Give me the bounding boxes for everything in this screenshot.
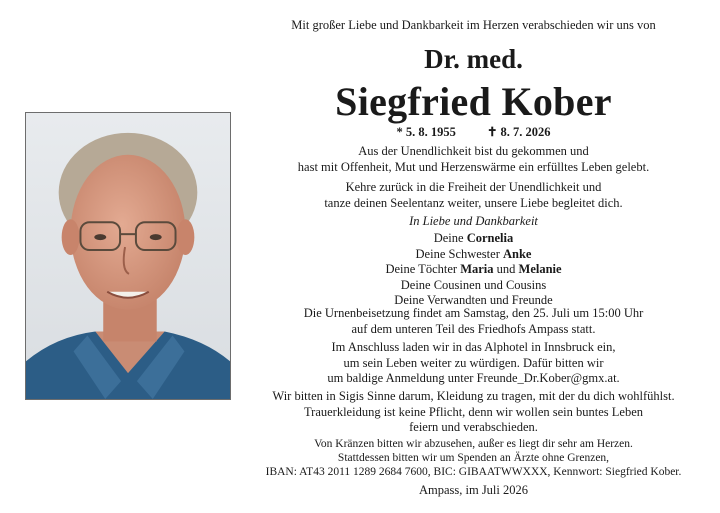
- family-cousins: Deine Cousinen und Cousins: [400, 277, 547, 292]
- dress-code-info: [246, 389, 701, 436]
- poem-line: hast mit Offenheit, Mut und Herzenswärme ein erfülltes Leben gelebt.: [297, 159, 650, 174]
- family-daughters: Deine Töchter Maria und Melanie: [385, 262, 562, 276]
- reception-line: Im Anschluss laden wir in das Alphotel in Innsbruck ein,: [331, 340, 616, 354]
- donation-line: Stattdessen bitten wir um Spenden an Ärzte ohne Grenzen,: [337, 452, 610, 464]
- dress-line: feiern und verabschieden.: [409, 420, 538, 434]
- donation-line: Von Kränzen bitten wir abzusehen, außer es liegt dir sehr am Herzen.: [314, 438, 633, 450]
- funeral-line: Die Urnenbeisetzung findet am Samstag, den 25. Juli um 15:00 Uhr: [303, 306, 644, 320]
- life-dates: [246, 124, 701, 140]
- donation-info: [246, 437, 701, 479]
- reception-info: [246, 340, 701, 387]
- dress-line: Wir bitten in Sigis Sinne darum, Kleidung zu tragen, mit der du dich wohlfühlst.: [272, 389, 675, 403]
- poem-line: Kehre zurück in die Freiheit der Unendlichkeit und: [345, 180, 602, 194]
- deceased-name: Siegfried Kober: [335, 79, 612, 124]
- reception-line: um baldige Anmeldung unter Freunde_Dr.Kober@gmx.at.: [327, 371, 620, 385]
- poem-line: Aus der Unendlichkeit bist du gekommen und: [358, 144, 589, 158]
- death-date: ✝ 8. 7. 2026: [486, 125, 551, 139]
- intro-line: Mit großer Liebe und Dankbarkeit im Herzen verabschieden wir uns von: [291, 18, 656, 32]
- poem-first-stanza: [246, 144, 701, 175]
- family-wife: Deine Cornelia: [433, 231, 514, 245]
- donation-line: IBAN: AT43 2011 1289 2684 7600, BIC: GIBAATWWXXX, Kennwort: Siegfried Kober.: [265, 466, 682, 478]
- portrait-photo: [25, 112, 231, 400]
- closing-place-date: Ampass, im Juli 2026: [418, 483, 529, 497]
- gratitude-line: In Liebe und Dankbarkeit: [409, 214, 538, 228]
- poem-line: tanze deinen Seelentanz weiter, unsere Liebe begleitet dich.: [324, 195, 623, 210]
- portrait-illustration: [26, 113, 230, 399]
- reception-line: um sein Leben weiter zu würdigen. Dafür bitten wir: [343, 355, 604, 370]
- academic-title: Dr. med.: [424, 44, 523, 74]
- funeral-info: [246, 306, 701, 337]
- birth-date: * 5. 8. 1955: [396, 125, 456, 139]
- family-sister: Deine Schwester Anke: [415, 246, 532, 261]
- family-relatives: Deine Verwandten und Freunde: [394, 293, 553, 307]
- funeral-line: auf dem unteren Teil des Friedhofs Ampass statt.: [351, 321, 596, 336]
- family-list: [246, 231, 701, 309]
- poem-second-stanza: [246, 180, 701, 211]
- dress-line: Trauerkleidung ist keine Pflicht, denn wir wollen sein buntes Leben: [303, 404, 644, 419]
